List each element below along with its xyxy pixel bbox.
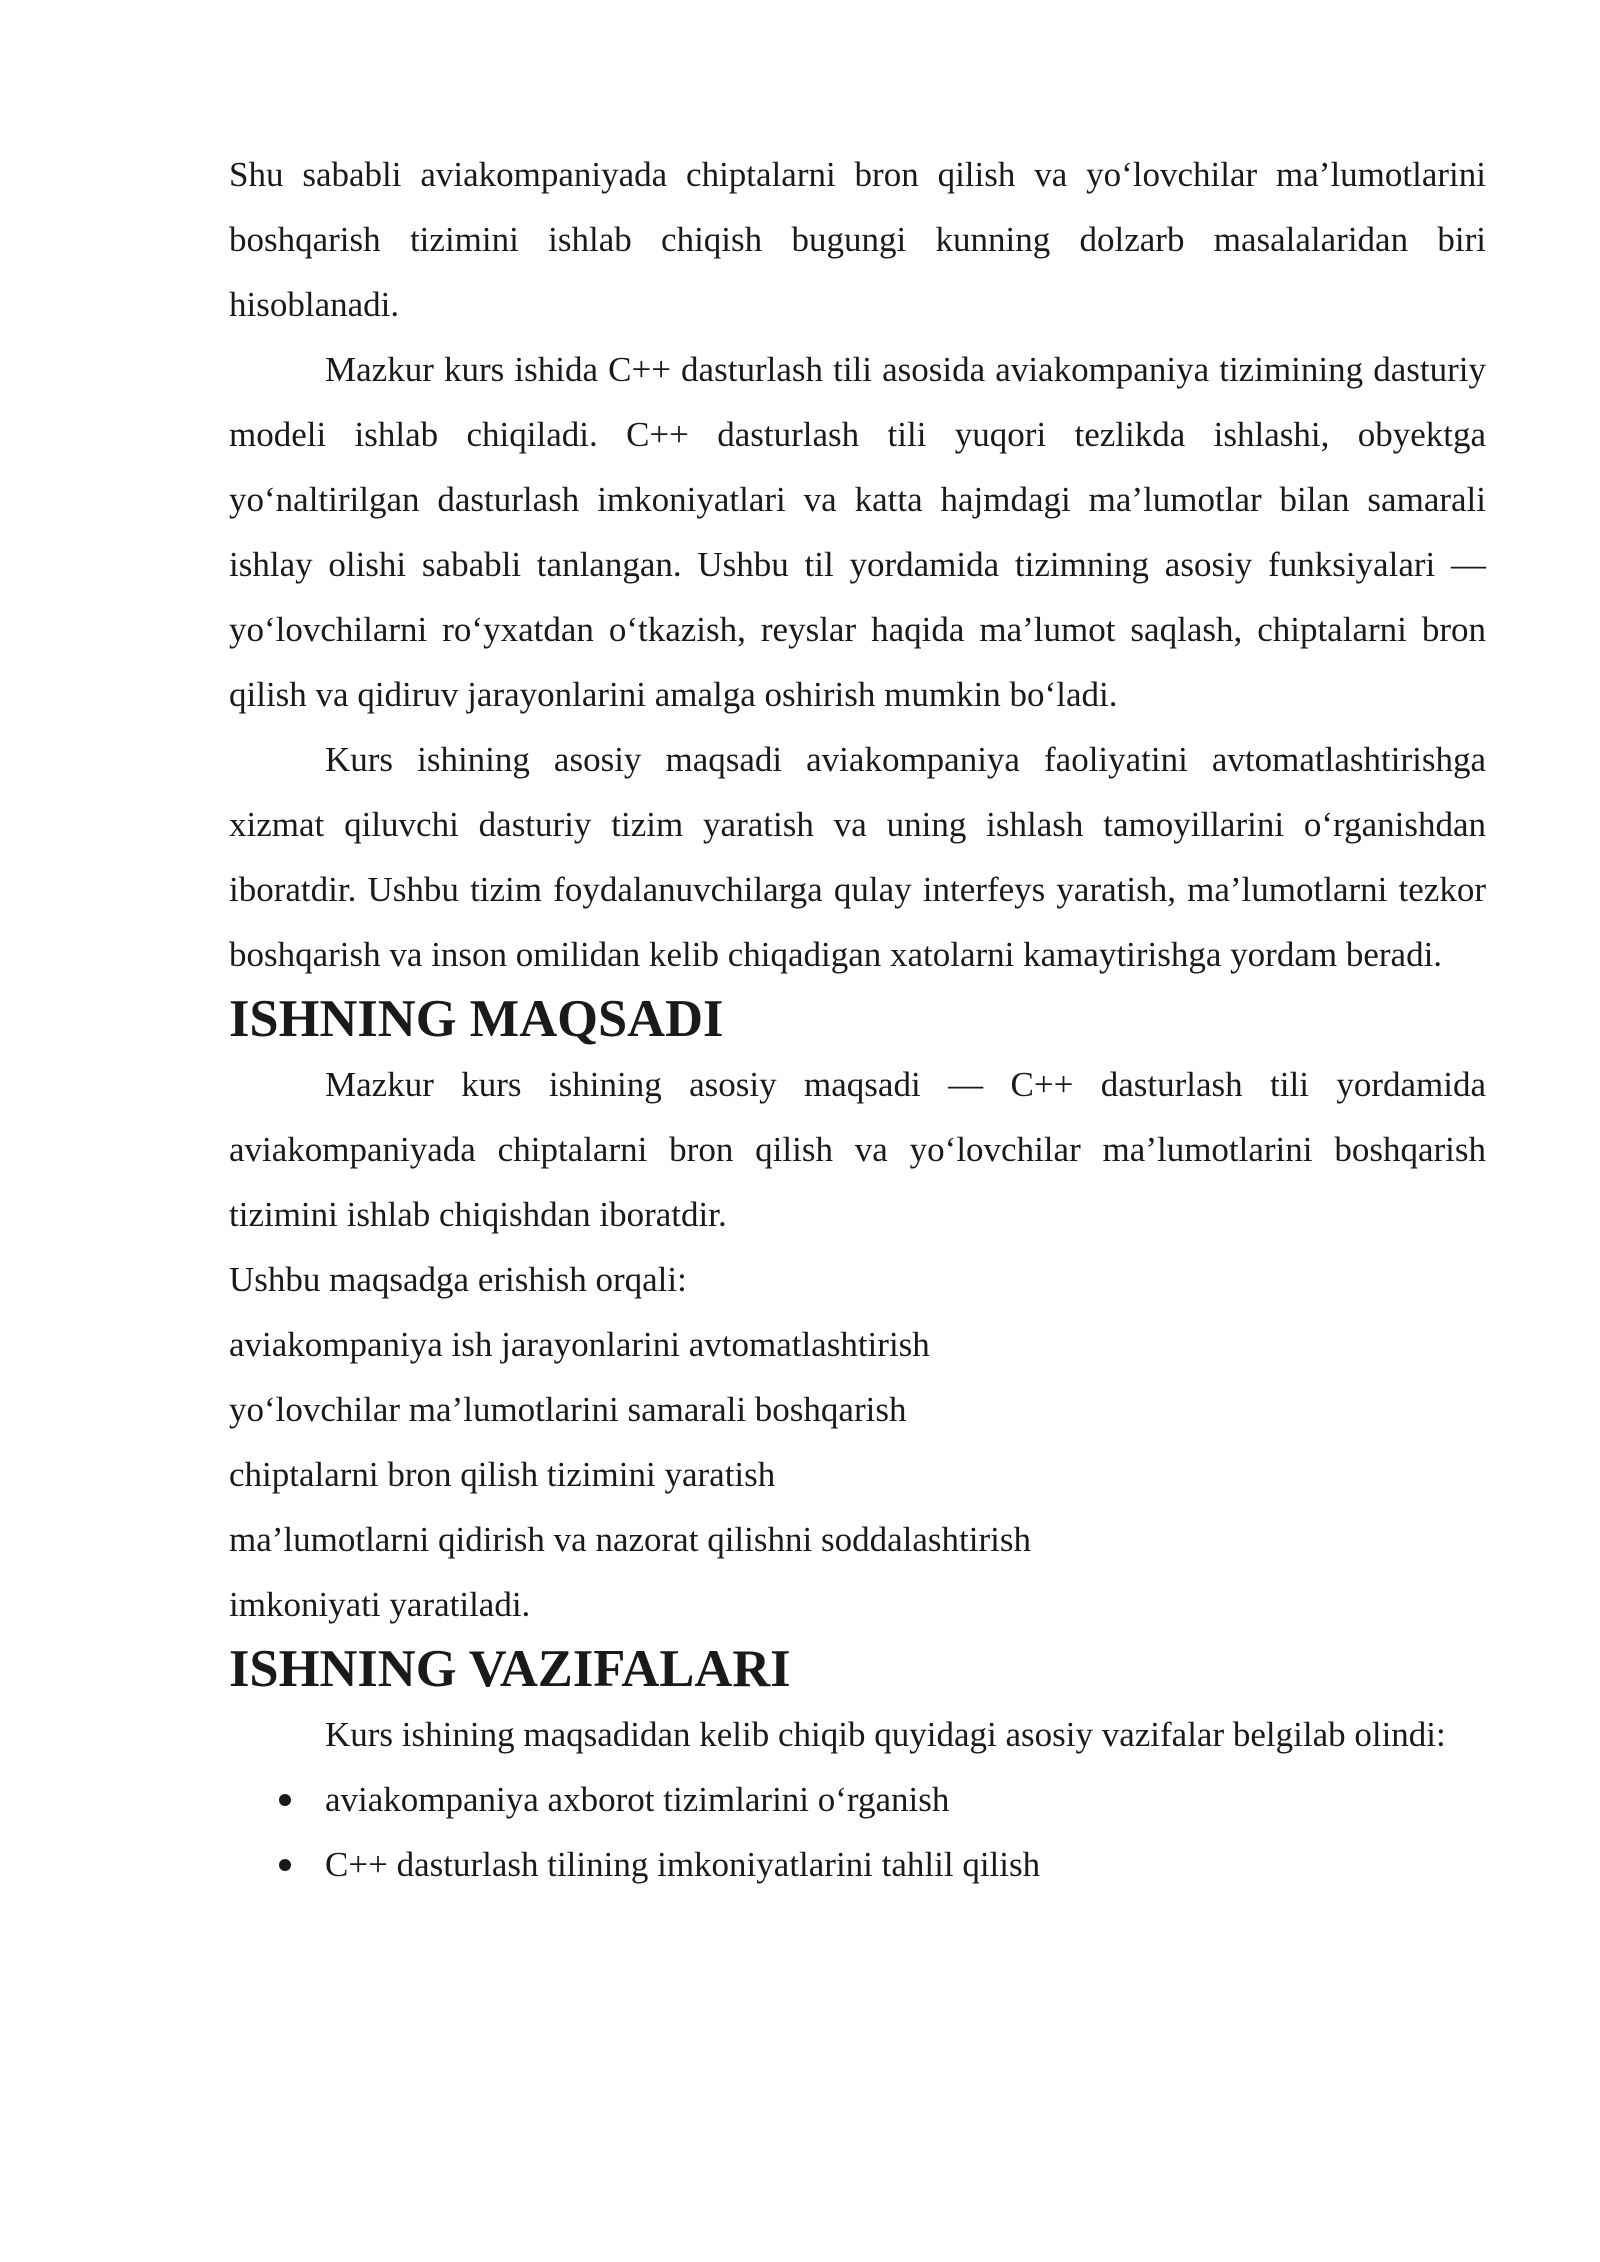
bullet-icon [279,1859,291,1871]
task-text: C++ dasturlash tilining imkoniyatlarini tahlil qilish [325,1845,1041,1884]
paragraph-cpp-model: Mazkur kurs ishida C++ dasturlash tili asosida aviakompaniya tizimining dasturiy modeli ishlab chiqiladi. C++ dasturlash tili yuqori tezlikda ishlashi, obyektga yo‘naltirilgan dasturlash imkoniyatlari va katta hajmdagi ma’lumotlar bilan samarali ishlay olishi sababli tanlangan. Ushbu til yordamida tizimning asosiy funksiyalari — yo‘lovchilarni ro‘yxatdan o‘tkazish, reyslar haqida ma’lumot saqlash, chiptalarni bron qilish va qidiruv jarayonlarini amalga oshirish mumkin bo‘ladi. [229,350,1486,714]
task-list-item [229,1767,1486,1832]
bullet-icon [279,1794,291,1806]
paragraph-tasks-intro: Kurs ishining maqsadidan kelib chiqib quyidagi asosiy vazifalar belgilab olindi: [325,1715,1446,1754]
paragraph-course-goal: Kurs ishining asosiy maqsadi aviakompaniya faoliyatini avtomatlashtirishga xizmat qiluvchi dasturiy tizim yaratish va uning ishlash tamoyillarini o‘rganishdan iboratdir. Ushbu tizim foydalanuvchilarga qulay interfeys yaratish, ma’lumotlarni tezkor boshqarish va inson omilidan kelib chiqadigan xatolarni kamaytirishga yordam beradi. [229,740,1486,974]
goal-line: Ushbu maqsadga erishish orqali: [229,1260,687,1299]
goal-line: imkoniyati yaratiladi. [229,1585,531,1624]
paragraph-goal-intro: Mazkur kurs ishining asosiy maqsadi — C++ dasturlash tili yordamida aviakompaniyada chiptalarni bron qilish va yo‘lovchilar ma’lumotlarini boshqarish tizimini ishlab chiqishdan iboratdir. [229,1065,1486,1234]
paragraph-intro: Shu sababli aviakompaniyada chiptalarni bron qilish va yo‘lovchilar ma’lumotlarini boshqarish tizimini ishlab chiqish bugungi kunning dolzarb masalalaridan biri hisoblanadi. [229,155,1486,324]
goal-line: aviakompaniya ish jarayonlarini avtomatlashtirish [229,1325,930,1364]
goal-line: yo‘lovchilar ma’lumotlarini samarali boshqarish [229,1390,907,1429]
task-text: aviakompaniya axborot tizimlarini o‘rganish [325,1780,950,1819]
goal-line: chiptalarni bron qilish tizimini yaratish [229,1455,776,1494]
task-list-item [229,1832,1486,1897]
document-body [229,142,1486,1897]
heading-tasks: ISHNING VAZIFALARI [229,1640,791,1698]
task-list [229,1767,1486,1897]
heading-goal: ISHNING MAQSADI [229,990,724,1048]
goal-line: ma’lumotlarni qidirish va nazorat qilishni soddalashtirish [229,1520,1031,1559]
